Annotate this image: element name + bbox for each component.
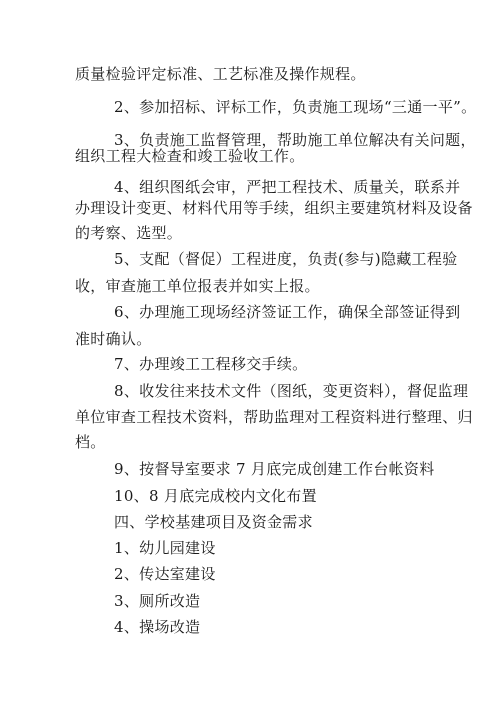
paragraph-line: 7、办理竣工工程移交手续。 bbox=[114, 355, 308, 373]
list-item: 1、幼儿园建设 bbox=[114, 539, 216, 557]
paragraph-line: 组织工程大检查和竣工验收工作。 bbox=[75, 147, 305, 165]
paragraph-line: 3、负责施工监督管理，帮助施工单位解决有关问题， bbox=[114, 131, 476, 149]
list-item: 4、操场改造 bbox=[114, 618, 201, 636]
paragraph-line: 8、收发往来技术文件（图纸，变更资料），督促监理 bbox=[114, 382, 469, 400]
paragraph-line: 办理设计变更、材料代用等手续，组织主要建筑材料及设备 bbox=[75, 199, 473, 217]
paragraph-line: 单位审查工程技术资料，帮助监理对工程资料进行整理、归 bbox=[75, 408, 473, 426]
paragraph-line: 4、组织图纸会审，严把工程技术、质量关，联系并 bbox=[114, 178, 461, 196]
paragraph-line: 2、参加招标、评标工作，负责施工现场“三通一平”。 bbox=[114, 98, 477, 116]
list-item: 3、厕所改造 bbox=[114, 592, 201, 610]
paragraph-line: 档。 bbox=[75, 433, 106, 451]
paragraph-line: 6、办理施工现场经济签证工作，确保全部签证得到 bbox=[114, 303, 461, 321]
paragraph-line: 准时确认。 bbox=[75, 330, 152, 348]
paragraph-line: 10、8 月底完成校内文化布置 bbox=[114, 487, 317, 505]
paragraph-line: 9、按督导室要求 7 月底完成创建工作台帐资料 bbox=[114, 460, 435, 478]
paragraph-line: 的考察、选型。 bbox=[75, 224, 183, 242]
paragraph-line: 质量检验评定标准、工艺标准及操作规程。 bbox=[75, 65, 366, 83]
section-heading: 四、学校基建项目及资金需求 bbox=[114, 513, 313, 531]
paragraph-line: 5、支配（督促）工程进度，负责(参与)隐藏工程验 bbox=[114, 250, 458, 268]
list-item: 2、传达室建设 bbox=[114, 565, 216, 583]
paragraph-line: 收，审查施工单位报表并如实上报。 bbox=[75, 277, 320, 295]
